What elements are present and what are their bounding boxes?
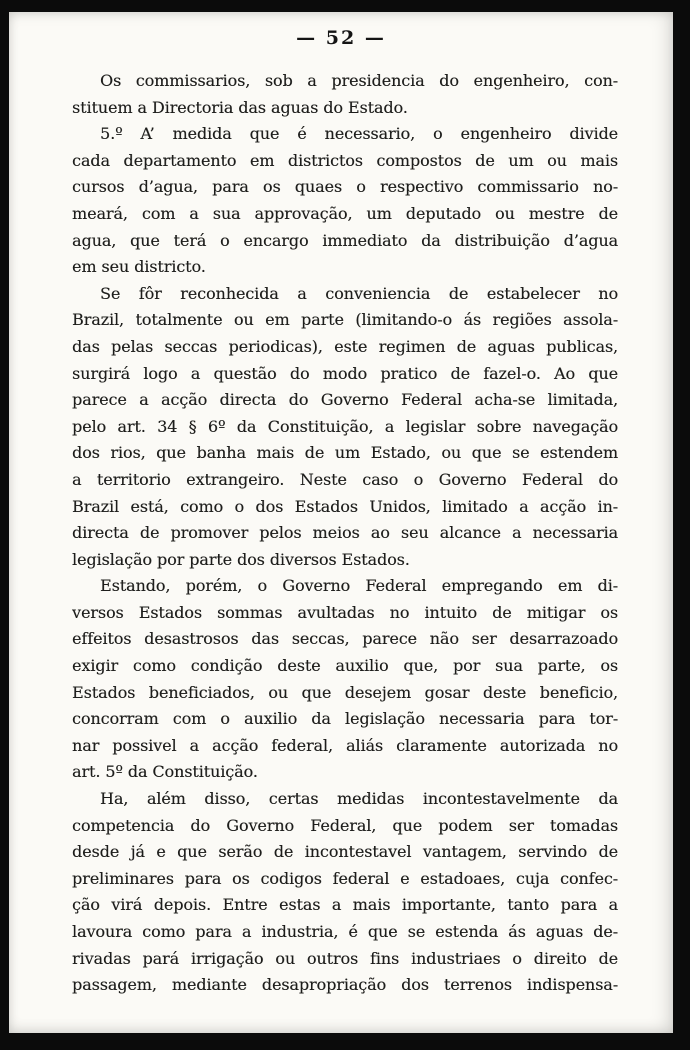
paragraph [72,281,618,574]
text-line: surgirá logo a questão do modo pratico de fazel-o. Ao que [72,363,618,383]
text-line: effeitos desastrosos das seccas, parece não ser desarrazoado [72,629,618,649]
page-text [72,68,618,999]
text-line: ção virá depois. Entre estas a mais importante, tanto para a [72,895,618,915]
text-line: stituem a Directoria das aguas do Estado. [72,97,408,117]
page-number: — 52 — [296,27,386,49]
text-line: dos rios, que banha mais de um Estado, ou que se estendem [72,443,618,463]
text-line: cada departamento em districtos compostos de um ou mais [72,150,618,170]
paragraph [72,786,618,999]
text-line: nar possivel a acção federal, aliás claramente autorizada no [72,735,618,755]
text-line: rivadas pará irrigação ou outros fins industriaes o direito de [72,948,618,968]
text-line: exigir como condição deste auxilio que, por sua parte, os [72,656,618,676]
text-line: preliminares para os codigos federal e estadoaes, cuja confec- [72,868,618,888]
text-line: parece a acção directa do Governo Federal acha-se limitada, [72,390,618,410]
text-line: Se fôr reconhecida a conveniencia de estabelecer no [100,283,618,303]
text-line: a territorio extrangeiro. Neste caso o Governo Federal do [72,469,618,489]
text-line: pelo art. 34 § 6º da Constituição, a legislar sobre navegação [72,416,618,436]
text-line: agua, que terá o encargo immediato da distribuição d’agua [72,230,618,250]
text-line: directa de promover pelos meios ao seu alcance a necessaria [72,523,618,543]
text-line: concorram com o auxilio da legislação necessaria para tor- [72,709,618,729]
text-line: passagem, mediante desapropriação dos terrenos indispensa- [72,975,618,995]
text-line: competencia do Governo Federal, que podem ser tomadas [72,815,618,835]
text-line: Brazil, totalmente ou em parte (limitando-o ás regiões assola- [72,310,618,330]
paragraph [72,68,618,121]
text-line: versos Estados sommas avultadas no intuito de mitigar os [72,602,618,622]
paragraph [72,573,618,786]
text-line: legislação por parte dos diversos Estados. [72,549,410,569]
page [9,12,673,1033]
text-line: Ha, além disso, certas medidas incontestavelmente da [100,789,618,809]
text-line: em seu districto. [72,257,206,277]
text-line: art. 5º da Constituição. [72,762,258,782]
text-line: Estando, porém, o Governo Federal empregando em di- [100,576,618,596]
paragraph [72,121,618,281]
text-line: Os commissarios, sob a presidencia do engenheiro, con- [100,71,618,90]
text-line: lavoura como para a industria, é que se estenda ás aguas de- [72,922,618,941]
text-line: cursos d’agua, para os quaes o respectivo commissario no- [72,177,618,197]
text-line: desde já e que serão de incontestavel vantagem, servindo de [72,842,618,862]
text-line: Brazil está, como o dos Estados Unidos, limitado a acção in- [72,496,618,516]
text-line: 5.º A’ medida que é necessario, o engenheiro divide [100,124,618,144]
text-line: meará, com a sua approvação, um deputado ou mestre de [72,203,618,223]
text-line: Estados beneficiados, ou que desejem gosar deste beneficio, [72,682,618,702]
text-line: das pelas seccas periodicas), este regimen de aguas publicas, [72,336,618,356]
